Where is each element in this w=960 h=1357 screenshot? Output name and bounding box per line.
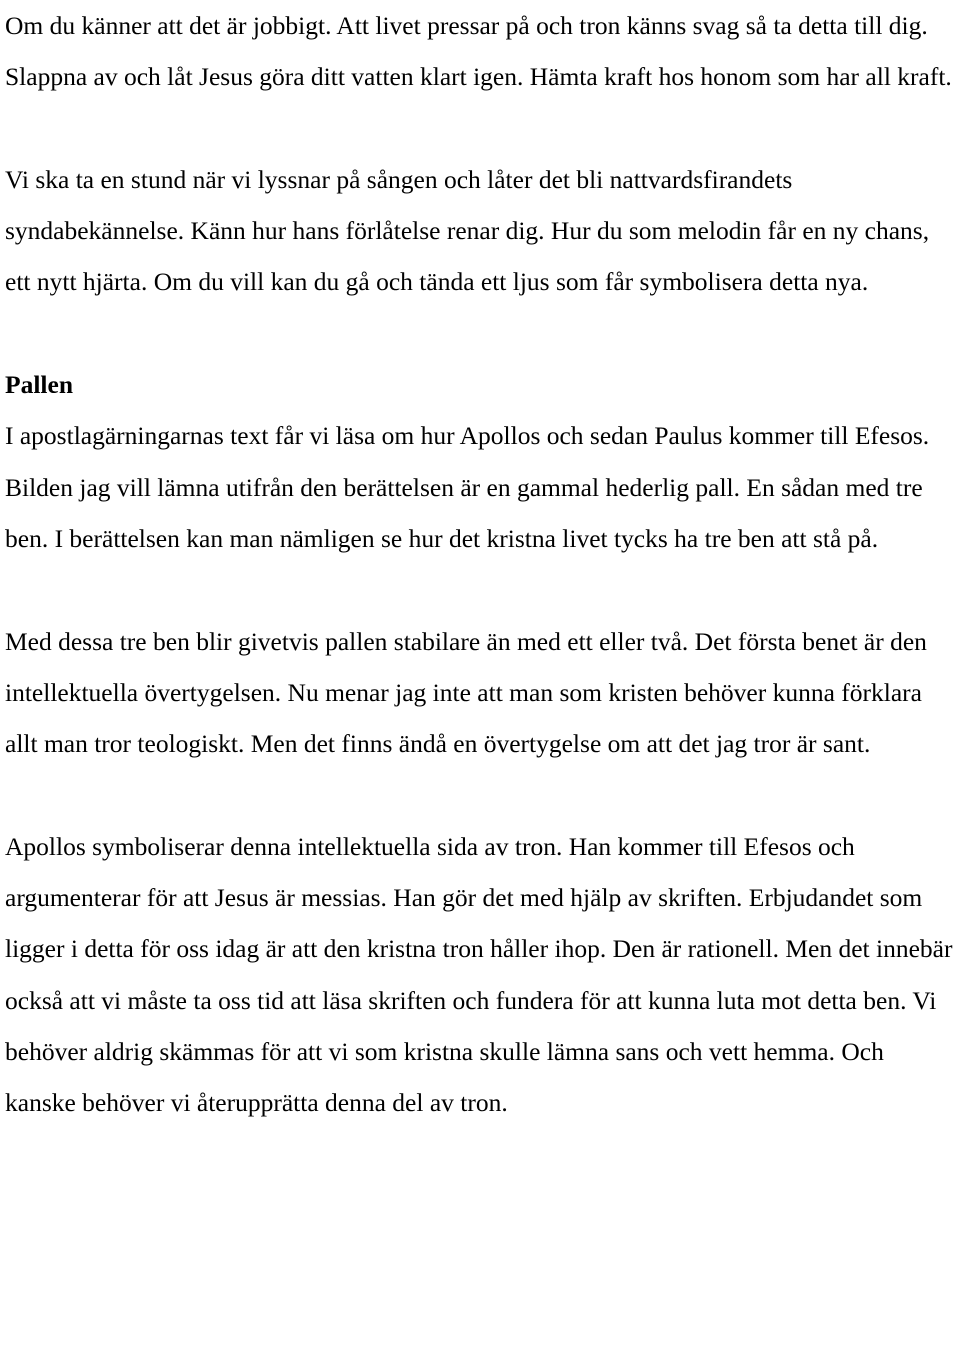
paragraph-three-legs: Med dessa tre ben blir givetvis pallen stabilare än med ett eller två. Det första benet är den intellektuella övertygelsen. Nu menar jag inte att man som kristen behöver kunna förklara allt man tror teologiskt. Men det finns ändå en övertygelse om att det jag tror är sant.: [5, 626, 927, 759]
paragraph-gap: [5, 103, 957, 154]
paragraph-gap: [5, 308, 957, 359]
section-heading: Pallen: [5, 370, 73, 400]
paragraph-gap: [5, 769, 957, 820]
paragraph-gap: [5, 564, 957, 615]
paragraph-confession: Vi ska ta en stund när vi lyssnar på sången och låter det bli nattvardsfirandets syndabekännelse. Känn hur hans förlåtelse renar dig. Hur du som melodin får en ny chans, ett nytt hjärta. Om du vill kan du gå och tända ett ljus som får symbolisera detta nya.: [5, 164, 930, 297]
paragraph-apollos: Apollos symboliserar denna intellektuella sida av tron. Han kommer till Efesos och argumenterar för att Jesus är messias. Han gör det med hjälp av skriften. Erbjudandet som ligger i detta för oss idag är att den kristna tron håller ihop. Den är rationell. Men det innebär också att vi måste ta oss tid att läsa skriften och fundera för att kunna luta mot detta ben. Vi behöver aldrig skämmas för att vi som kristna skulle lämna sans och vett hemma. Och kanske behöver vi återupprätta denna del av tron.: [5, 831, 953, 1118]
paragraph-intro: Om du känner att det är jobbigt. Att livet pressar på och tron känns svag så ta detta till dig. Slappna av och låt Jesus göra ditt vatten klart igen. Hämta kraft hos honom som har all kraft.: [5, 11, 952, 92]
document-page: [5, 0, 957, 1129]
paragraph-pallen-intro: I apostlagärningarnas text får vi läsa om hur Apollos och sedan Paulus kommer till Efesos. Bilden jag vill lämna utifrån den berättelsen är en gammal hederlig pall. En sådan med tre ben. I berättelsen kan man nämligen se hur det kristna livet tycks ha tre ben att stå på.: [5, 421, 930, 553]
